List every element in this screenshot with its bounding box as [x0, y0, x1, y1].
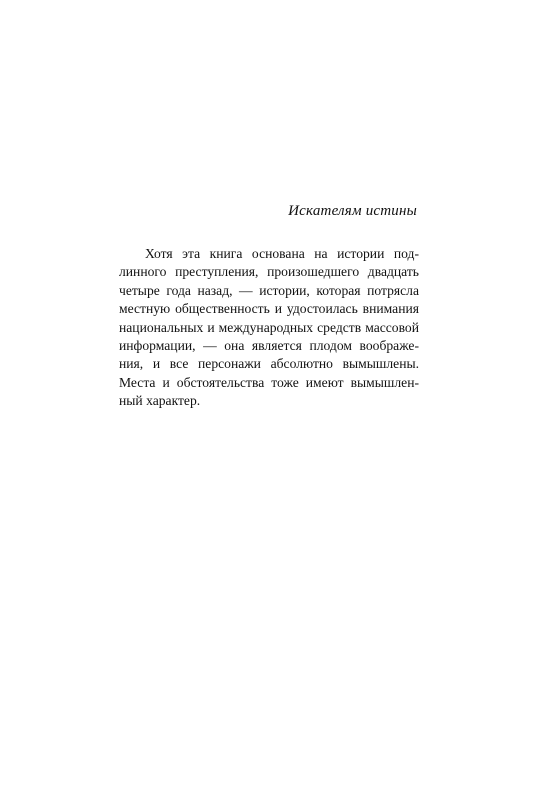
disclaimer-line: Хотя эта книга основана на истории под-: [145, 246, 419, 261]
dedication-epigraph: Искателям истины: [288, 203, 417, 219]
disclaimer-line: ный характер.: [119, 393, 201, 409]
disclaimer-line: местную общественность и удостоилась внимания: [119, 301, 419, 317]
disclaimer-line: линного преступления, произошедшего двадцать: [119, 264, 419, 280]
disclaimer-line: Места и обстоятельства тоже имеют вымышлен-: [119, 374, 419, 390]
disclaimer-paragraph: [119, 245, 419, 411]
disclaimer-line: ния, и все персонажи абсолютно вымышлены.: [119, 356, 419, 372]
disclaimer-line: информации, — она является плодом воображе-: [119, 338, 419, 354]
disclaimer-line: национальных и международных средств массовой: [119, 319, 419, 335]
disclaimer-line: четыре года назад, — истории, которая потрясла: [119, 282, 419, 298]
